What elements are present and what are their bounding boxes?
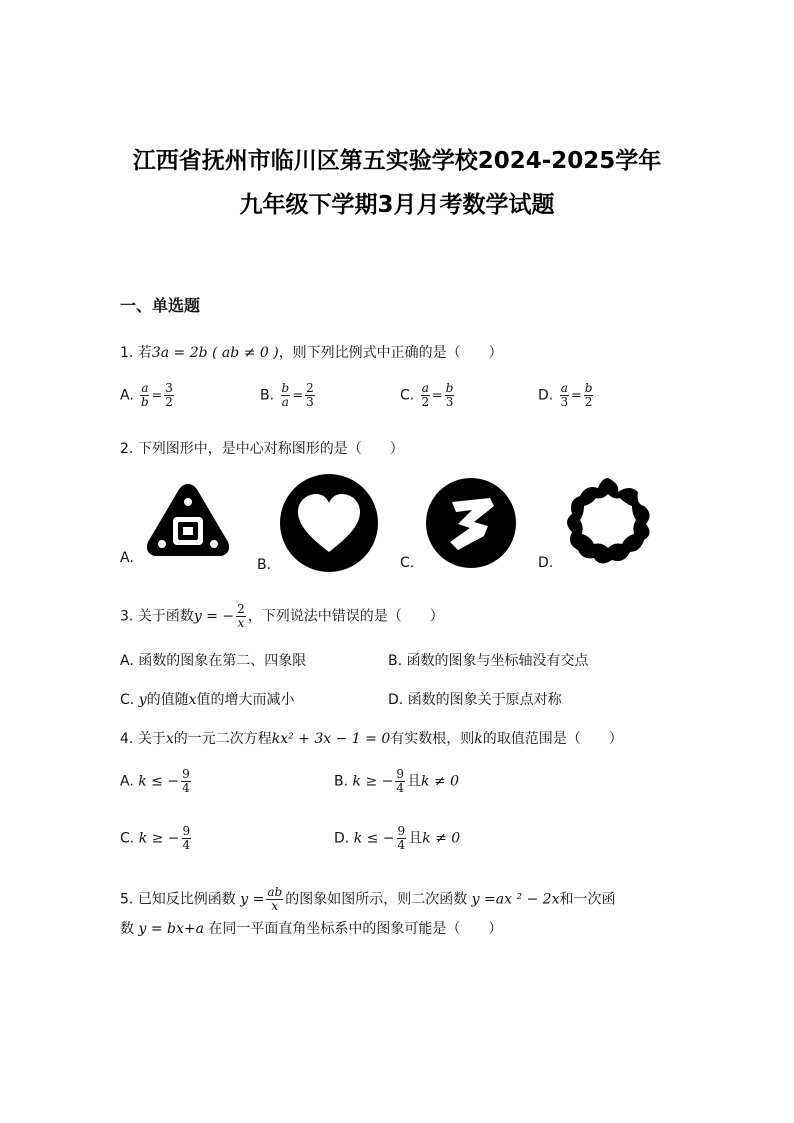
option-a[interactable] (120, 550, 134, 566)
heart-circle-icon (278, 472, 380, 574)
fraction: $\frac{3}{2}$ (165, 381, 173, 409)
question-text: ，下列说法中错误的是（ ） (247, 608, 444, 625)
question-text: 下列图形中，是中心对称图形的是（ ） (137, 441, 404, 457)
option-label: B. (334, 773, 349, 790)
wavy-ring-icon (560, 474, 656, 570)
fraction: $\frac{9}{4}$ (182, 767, 190, 795)
option-label: D. (334, 830, 350, 847)
section-heading: 一、单选题 (120, 296, 201, 315)
page-subtitle: 九年级下学期3月月考数学试题 (239, 192, 555, 218)
fraction: $\frac{a}{2}$ (421, 381, 430, 409)
fraction: $\frac{b}{3}$ (445, 381, 454, 409)
math-variable: x (188, 692, 197, 708)
math-expression: kx² + 3x − 1 = 0 (271, 731, 391, 747)
math-expression: y = (240, 891, 265, 908)
question-number: 5. (120, 891, 134, 908)
question-text: 数 (120, 921, 134, 937)
math-variable: y (138, 692, 147, 708)
page-title: 江西省抚州市临川区第五实验学校2024-2025学年 (132, 148, 662, 174)
question-text: 已知反比例函数 (137, 891, 236, 908)
fraction: $\frac{a}{b}$ (140, 381, 149, 409)
math-expression: y = − (193, 608, 235, 625)
option-label: A. (120, 653, 134, 669)
math-expression: y = bx+a (138, 921, 204, 937)
question-text: 若 (137, 345, 152, 361)
option-d[interactable] (334, 825, 460, 852)
question-2 (120, 438, 404, 458)
option-text: 的值随 (146, 692, 189, 708)
option-label: B. (260, 387, 275, 404)
option-text: 且 (407, 773, 422, 790)
option-label: C. (400, 387, 415, 404)
question-text: 关于函数 (137, 608, 194, 625)
option-text: 函数的图象在第二、四象限 (138, 653, 307, 669)
option-label: A. (120, 773, 134, 790)
triangle-square-icon (140, 478, 236, 566)
option-c[interactable]: C. $\frac{a}{2}$ = $\frac{b}{3}$ (400, 381, 454, 409)
question-text: 在同一平面直角坐标系中的图象可能是（ ） (208, 921, 503, 937)
option-d[interactable] (538, 555, 553, 571)
fraction: $\frac{2}{x}$ (237, 602, 245, 630)
question-text: 的一元二次方程 (173, 731, 272, 747)
question-4 (120, 728, 623, 748)
option-b[interactable]: B. $\frac{b}{a}$ = $\frac{2}{3}$ (260, 381, 314, 409)
question-3 (120, 603, 444, 630)
question-number: 1. (120, 345, 134, 361)
fraction: $\frac{9}{4}$ (396, 767, 405, 795)
question-text: 的取值范围是（ ） (482, 731, 623, 747)
option-a[interactable] (120, 768, 193, 795)
math-expression: k ≠ 0 (421, 773, 460, 790)
option-label: A. (120, 550, 134, 566)
question-5-line-2 (120, 918, 502, 938)
math-expression: k ≥ − (138, 830, 180, 847)
option-c[interactable] (400, 555, 414, 571)
option-label: D. (538, 387, 554, 404)
question-text: 关于 (137, 731, 166, 747)
fraction: $\frac{2}{3}$ (306, 381, 314, 409)
question-number: 3. (120, 608, 134, 625)
option-label: C. (120, 692, 135, 708)
option-label: D. (538, 555, 554, 571)
option-label: A. (120, 387, 134, 404)
question-text: 和一次函 (559, 891, 616, 908)
option-c[interactable] (120, 689, 295, 709)
option-c[interactable] (120, 825, 193, 852)
fraction: $\frac{b}{a}$ (281, 381, 290, 409)
option-b[interactable] (334, 768, 459, 795)
question-text: 有实数根，则 (390, 731, 475, 747)
math-expression: k ≤ − (353, 830, 395, 847)
question-5 (120, 886, 615, 913)
option-text: 值的增大而减小 (196, 692, 295, 708)
option-label: C. (400, 555, 415, 571)
math-expression: 3a = 2b ( ab ≠ 0 ) (151, 345, 279, 361)
z-circle-icon (424, 476, 518, 570)
option-label: C. (120, 830, 135, 847)
option-label: D. (388, 692, 404, 708)
question-number: 4. (120, 731, 134, 747)
math-expression: k ≥ − (352, 773, 394, 790)
fraction: $\frac{9}{4}$ (397, 824, 406, 852)
option-label: B. (257, 557, 272, 573)
option-b[interactable] (388, 650, 589, 670)
option-label: B. (388, 653, 403, 669)
math-expression: y =ax ² − 2x (471, 891, 560, 908)
fraction: $\frac{b}{2}$ (584, 381, 593, 409)
math-expression: k ≤ − (138, 773, 180, 790)
option-text: 且 (408, 830, 423, 847)
fraction: $\frac{a}{3}$ (560, 381, 569, 409)
option-d[interactable]: D. $\frac{a}{3}$ = $\frac{b}{2}$ (538, 381, 593, 409)
question-1 (120, 342, 503, 362)
question-text: ，则下列比例式中正确的是（ ） (278, 345, 503, 361)
math-variable: k (474, 731, 483, 747)
option-d[interactable] (388, 689, 562, 709)
option-a[interactable]: A. $\frac{a}{b}$ = $\frac{3}{2}$ (120, 381, 173, 409)
option-text: 函数的图象关于原点对称 (407, 692, 562, 708)
option-text: 函数的图象与坐标轴没有交点 (406, 653, 589, 669)
question-number: 2. (120, 441, 134, 457)
question-text: 的图象如图所示，则二次函数 (285, 891, 468, 908)
option-a[interactable] (120, 650, 306, 670)
math-variable: x (165, 731, 174, 747)
fraction: $\frac{9}{4}$ (182, 824, 191, 852)
fraction: $\frac{ab}{x}$ (267, 885, 283, 913)
math-expression: k ≠ 0 (422, 830, 461, 847)
option-b[interactable] (257, 557, 271, 573)
